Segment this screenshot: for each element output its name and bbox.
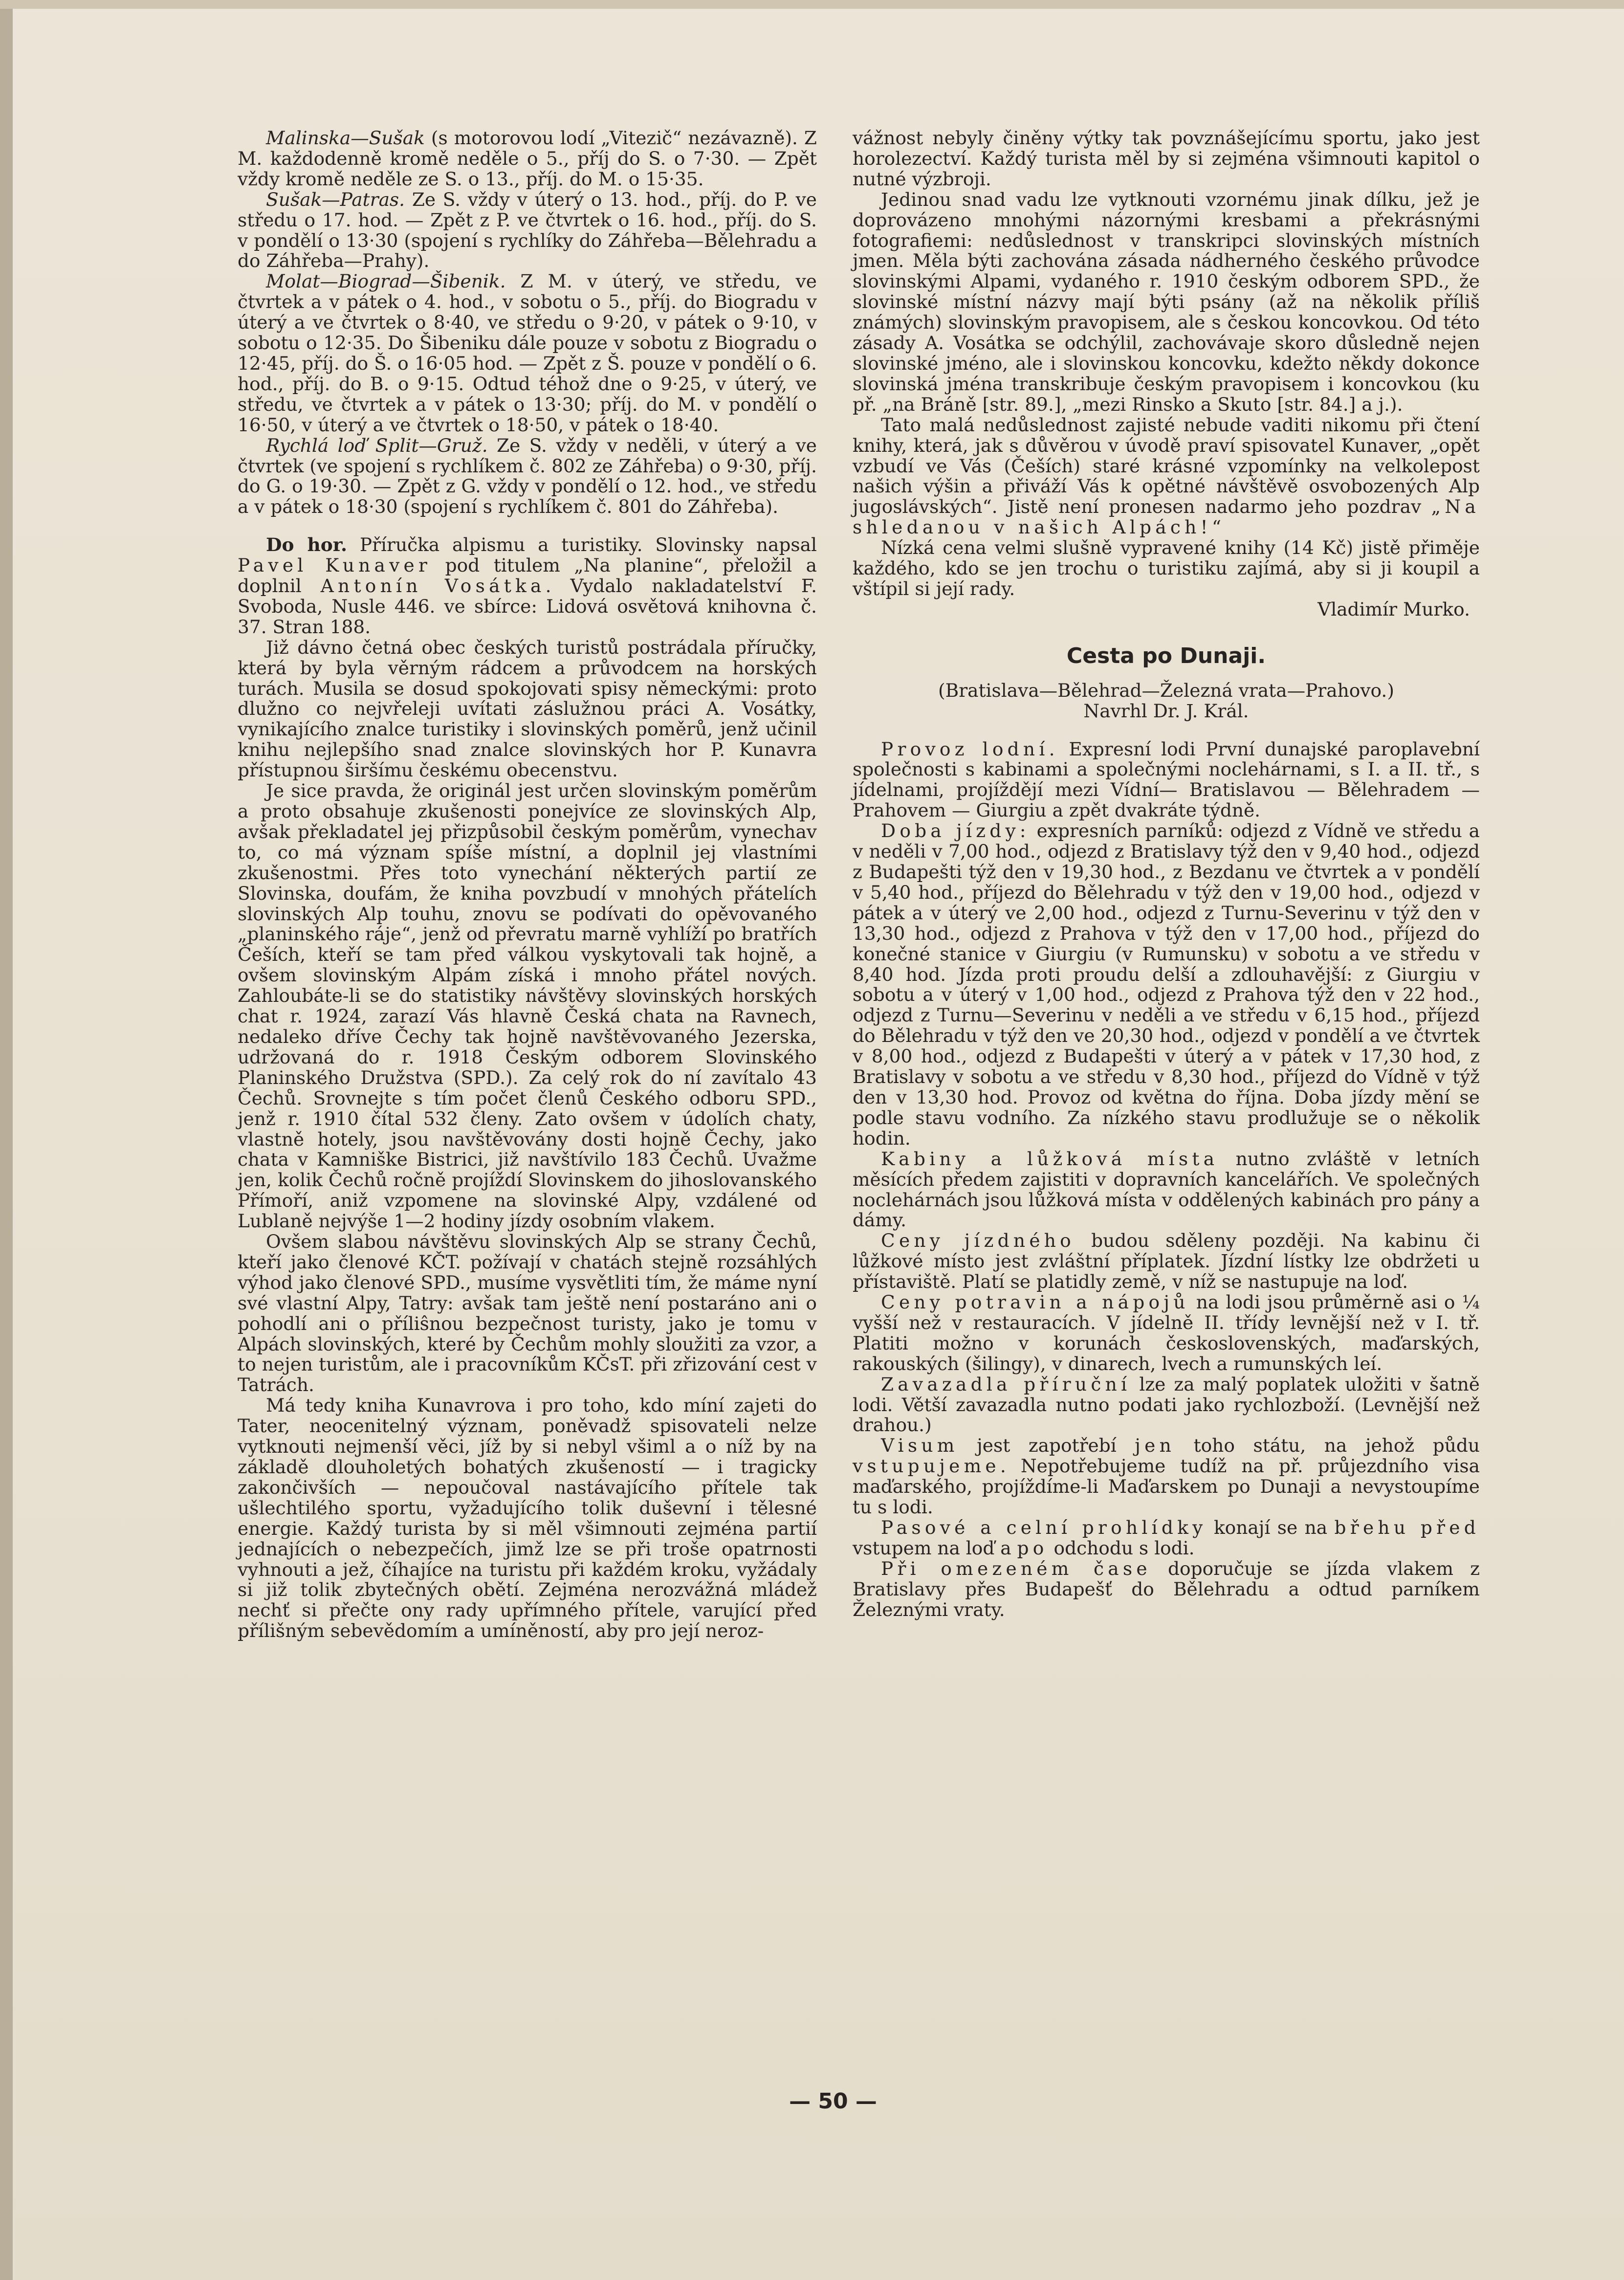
danube-paragraph: Při omezeném čase doporučuje se jízda vlakem z Bratislavy přes Budapešť do Bělehradu a odtud parníkem Železnými vraty. xyxy=(853,1557,1480,1620)
article-route: (Bratislava—Bělehrad—Železná vrata—Prahovo.) xyxy=(938,679,1394,701)
review-paragraph: Tato malá nedůslednost zajisté nebude vaditi nikomu při čtení knihy, která, jak s důvěrou v úvodě praví spisovatel Kunaver, „opět vzbudí ve Vás (Češích) staré krásné vzpomínky na velkolepost našich výšin a přiváží Vás k opětné návštěvě osvobozených Alp jugoslávských“. Jistě není pronesen nadarmo jeho pozdrav „Na shledanou v našich Alpách!“ xyxy=(853,414,1480,538)
danube-paragraph: Kabiny a lůžková místa nutno zvláště v letních měsících předem zajistiti v dopravních kancelářích. Ve společných noclehárnách jsou lůžková místa v oddělených kabinách pro pány a dámy. xyxy=(853,1148,1480,1231)
section-gap xyxy=(853,722,1480,739)
danube-paragraph: Zavazadla příruční lze za malý poplatek uložiti v šatně lodi. Větší zavazadla nutno podati jako rychlozboží. (Levnější než drahou.) xyxy=(853,1373,1480,1436)
timetable-split-gruz: Rychlá loď Split—Gruž. Ze S. vždy v neděli, v úterý a ve čtvrtek (ve spojení s rychlíkem č. 802 ze Záhřeba) o 9·30, příj. do G. o 19·30. — Zpět z G. vždy v pondělí o 12. hod., ve středu a v pátek o 18·30 (spojení s rychlíkem č. 801 do Záhřeba). xyxy=(238,434,817,518)
article-title: Cesta po Dunaji. xyxy=(1066,643,1266,668)
review-signature: Vladimír Murko. xyxy=(1317,598,1470,620)
timetable-molat-biograd-sibenik: Molat—Biograd—Šibenik. Z M. v úterý, ve středu, ve čtvrtek a v pátek o 4. hod., v sobotu o 5., příj. do Biogradu v úterý a ve čtvrtek o 8·40, ve středu o 9·20, v pátek o 9·10, v sobotu o 12·35. Do Šibeniku dále pouze v sobotu z Biogradu o 12·45, příj. do Š. o 16·05 hod. — Zpět z Š. pouze v pondělí o 6. hod., příj. do B. o 9·15. Odtud téhož dne o 9·25, v úterý, ve středu, ve čtvrtek a v pátek o 13·30; příj. do M. v pondělí o 16·50, v úterý a ve čtvrtek o 18·50, v pátek o 18·40. xyxy=(238,270,817,436)
danube-paragraph: Visum jest zapotřebí jen toho státu, na jehož půdu vstupujeme. Nepotřebujeme tudíž na př. průjezdního visa maďarského, projíždíme-li Maďarskem po Dunaji a nevystoupíme tu s lodi. xyxy=(853,1435,1480,1518)
article-byline: Navrhl Dr. J. Král. xyxy=(1083,700,1249,722)
danube-paragraph: Pasové a celní prohlídky konají se na břehu před vstupem na loď a po odchodu s lodi. xyxy=(853,1517,1480,1559)
review-continuation: vážnost nebyly činěny výtky tak povznášejícímu sportu, jako jest horolezectví. Každý turista měl by si zejména všimnouti kapitol o nutné výzbroji. xyxy=(853,127,1480,190)
danube-paragraph: Provoz lodní. Expresní lodi První dunajské paroplavební společnosti s kabinami a společnými noclehárnami, s I. a II. tř., s jídelnami, projíždějí mezi Vídní— Bratislavou — Bělehradem — Prahovem — Giurgiu a zpět dvakráte týdně. xyxy=(853,738,1480,821)
review-intro: Do hor. Příručka alpismu a turistiky. Slovinsky napsal Pavel Kunaver pod titulem „Na planine“, přeložil a doplnil Antonín Vosátka. Vydalo nakladatelství F. Svoboda, Nusle 446. ve sbírce: Lidová osvětová knihovna č. 37. Stran 188. xyxy=(238,534,817,638)
review-paragraph: Již dávno četná obec českých turistů postrádala příručky, která by byla věrným rádcem a průvodcem na horských turách. Musila se dosud spokojovati spisy německými: proto dlužno co nejvřeleji uvítati záslužnou práci A. Vosátky, vynikajícího znalce turistiky i slovinských poměrů, jenž učinil knihu nejlepšího snad znalce slovinských hor P. Kunavra přístupnou širšímu českému obecenstvu. xyxy=(238,636,817,781)
review-paragraph: Nízká cena velmi slušně vypravené knihy (14 Kč) jistě přiměje každého, kdo se jen trochu o turistiku zajímá, aby si ji koupil a vštípil si její rady. xyxy=(853,537,1480,599)
right-column xyxy=(853,128,1480,1620)
section-gap xyxy=(238,517,817,535)
timetable-malinska-susak: Malinska—Sušak (s motorovou lodí „Vitezič“ nezávazně). Z M. každodenně kromě neděle o 5., příj do S. o 7·30. — Zpět vždy kromě neděle ze S. o 13., příj. do M. o 15·35. xyxy=(238,127,817,190)
timetable-susak-patras: Sušak—Patras. Ze S. vždy v úterý o 13. hod., příj. do P. ve středu o 17. hod. — Zpět z P. ve čtvrtek o 16. hod., příj. do S. v pondělí o 13·30 (spojení s rychlíky do Záhřeba—Bělehradu a do Záhřeba—Prahy). xyxy=(238,188,817,272)
page-edge-shadow xyxy=(0,0,13,2280)
review-paragraph: Ovšem slabou návštěvu slovinských Alp se strany Čechů, kteří jako členové KČT. požívají v chatách stejně rozsáhlých výhod jako členové SPD., musíme vysvětliti tím, že máme nyní své vlastní Alpy, Tatry: avšak tam ještě není postaráno ani o pohodlí ani o příliŝnou bezpečnost turisty, jako je tomu v Alpách slovinských, které by Čechům mohly sloužiti za vzor, a to nejen turistům, ale i pracovníkům KČsT. při zřizování cest v Tatrách. xyxy=(238,1231,817,1396)
page-top-edge xyxy=(0,0,1624,9)
danube-paragraph: Doba jízdy: expresních parníků: odjezd z Vídně ve středu a v neděli v 7,00 hod., odjezd z Bratislavy týž den v 9,40 hod., odjezd z Budapešti týž den v 19,30 hod., z Bezdanu ve čtvrtek a v pondělí v 5,40 hod., příjezd do Bělehradu v týž den v 19,00 hod., odjezd v pátek a v úterý ve 2,00 hod., odjezd z Turnu-Severinu v týž den v 13,30 hod., odjezd z Prahova v týž den v 17,00 hod., příjezd do konečné stanice v Giurgiu (v Rumunsku) v sobotu a ve středu v 8,40 hod. Jízda proti proudu delší a zdlouhavější: z Giurgiu v sobotu a v úterý v 1,00 hod., odjezd z Prahova týž den v 22 hod., odjezd z Turnu—Severinu v neděli a ve středu v 6,15 hod., příjezd do Bělehradu v týž den ve 20,30 hod., odjezd v pondělí a ve čtvrtek v 8,00 hod., odjezd z Budapešti v úterý a v pátek v 17,30 hod, z Bratislavy v sobotu a ve středu v 8,30 hod., příjezd do Vídně v týž den v 13,30 hod. Provoz od května do října. Doba jízdy mění se podle stavu vodního. Za nízkého stavu prodlužuje se o několik hodin. xyxy=(853,820,1480,1149)
danube-paragraph: Ceny potravin a nápojů na lodi jsou průměrně asi o ¼ vyšší než v restauracích. V jídelně II. třídy levnější než v I. tř. Platiti možno v korunách československých, maďarských, rakouských (šilingy), v dinarech, lvech a rumunských leí. xyxy=(853,1291,1480,1374)
page-number: — 50 — xyxy=(789,2089,877,2114)
review-paragraph: Má tedy kniha Kunavrova i pro toho, kdo míní zajeti do Tater, neocenitelný význam, poněvadž spisovateli nelze vytknouti nejmenší věci, jíž by si nebyl všiml a o níž by na základě dlouholetých bohatých zkušeností — i tragicky zakončivších — nepoučoval nastávajícího přítele tak ušlechtilého sportu, vyžadujícího tolik duševní i tělesné energie. Každý turista by si měl všimnouti zejména partií jednajících o nebezpečích, jimž lze se při troše opatrnosti vyhnouti a jež, číhajíce na turistu při každém kroku, vyžádaly si již tolik zbytečných obětí. Zejména nerozvážná mládež nechť si přečte ony rady upřímného přítele, varující před přílišným sebevědomím a umíněností, aby pro její neroz- xyxy=(238,1395,817,1642)
review-paragraph: Jedinou snad vadu lze vytknouti vzornému jinak dílku, jež je doprovázeno mnohými názornými kresbami a překrásnými fotografiemi: nedůslednost v transkripci slovinských místních jmen. Měla býti zachována zásada nádherného českého průvodce slovinskými Alpami, vydaného r. 1910 českým odborem SPD., že slovinské místní názvy mají býti psány (až na několik příliš známých) slovinským pravopisem, ale s českou koncovkou. Od této zásady A. Vosátka se odchýlil, zachovávaje skoro důsledně nejen slovinské jméno, ale i slovinskou koncovku, kdežto někdy dokonce slovinská jména transkribuje českým pravopisem i koncovkou (ku př. „na Bráně [str. 89.], „mezi Rinsko a Skuto [str. 84.] a j.). xyxy=(853,188,1480,415)
danube-paragraph: Ceny jízdného budou sděleny později. Na kabinu či lůžkové místo jest zvláštní příplatek. Jízdní lístky lze obdržeti u přístaviště. Platí se platidly země, v níž se nastupuje na loď. xyxy=(853,1230,1480,1293)
left-column xyxy=(238,128,817,1641)
review-paragraph: Je sice pravda, že originál jest určen slovinským poměrům a proto obsahuje zkušenosti ponejvíce ze slovinských Alp, avšak překladatel jej přizpůsobil českým poměrům, vynechav to, co má význam spíše místní, a doplnil jej vlastními zkušenostmi. Přes toto vynechání některých partií ze Slovinska, doufám, že kniha povzbudí v mnohých přátelích slovinských Alp touhu, znovu se podívati do opěvovaného „planinského ráje“, jenž od převratu marně vyhlíží po bratřích Češích, kteří se tam před válkou vyskytovali tak hojně, a ovšem slovinským Alpám získá i mnoho přátel nových. Zahloubáte-li se do statistiky návštěvy slovinských horských chat r. 1924, zarazí Vás hlavně Česká chata na Ravnech, nedaleko dříve Čechy tak hojně navštěvovaného Jezerska, udržovaná do r. 1918 Českým odborem Slovinského Planinského Družstva (SPD.). Za celý rok do ní zavítalo 43 Čechů. Srovnejte s tím počet členů Českého odboru SPD., jenž r. 1910 čítal 532 členy. Zato ovšem v údolích chaty, vlastně hotely, jsou navštěvovány dosti hojně Čechy, jako chata v Kamniške Bistrici, již navštívilo 183 Čechů. Uvažme jen, kolik Čechů ročně projíždí Slovinskem do jihoslovanského Přímoří, aniž vzpomene na slovinské Alpy, vzdálené od Lublaně nejvýše 1—2 hodiny jízdy osobním vlakem. xyxy=(238,780,817,1232)
